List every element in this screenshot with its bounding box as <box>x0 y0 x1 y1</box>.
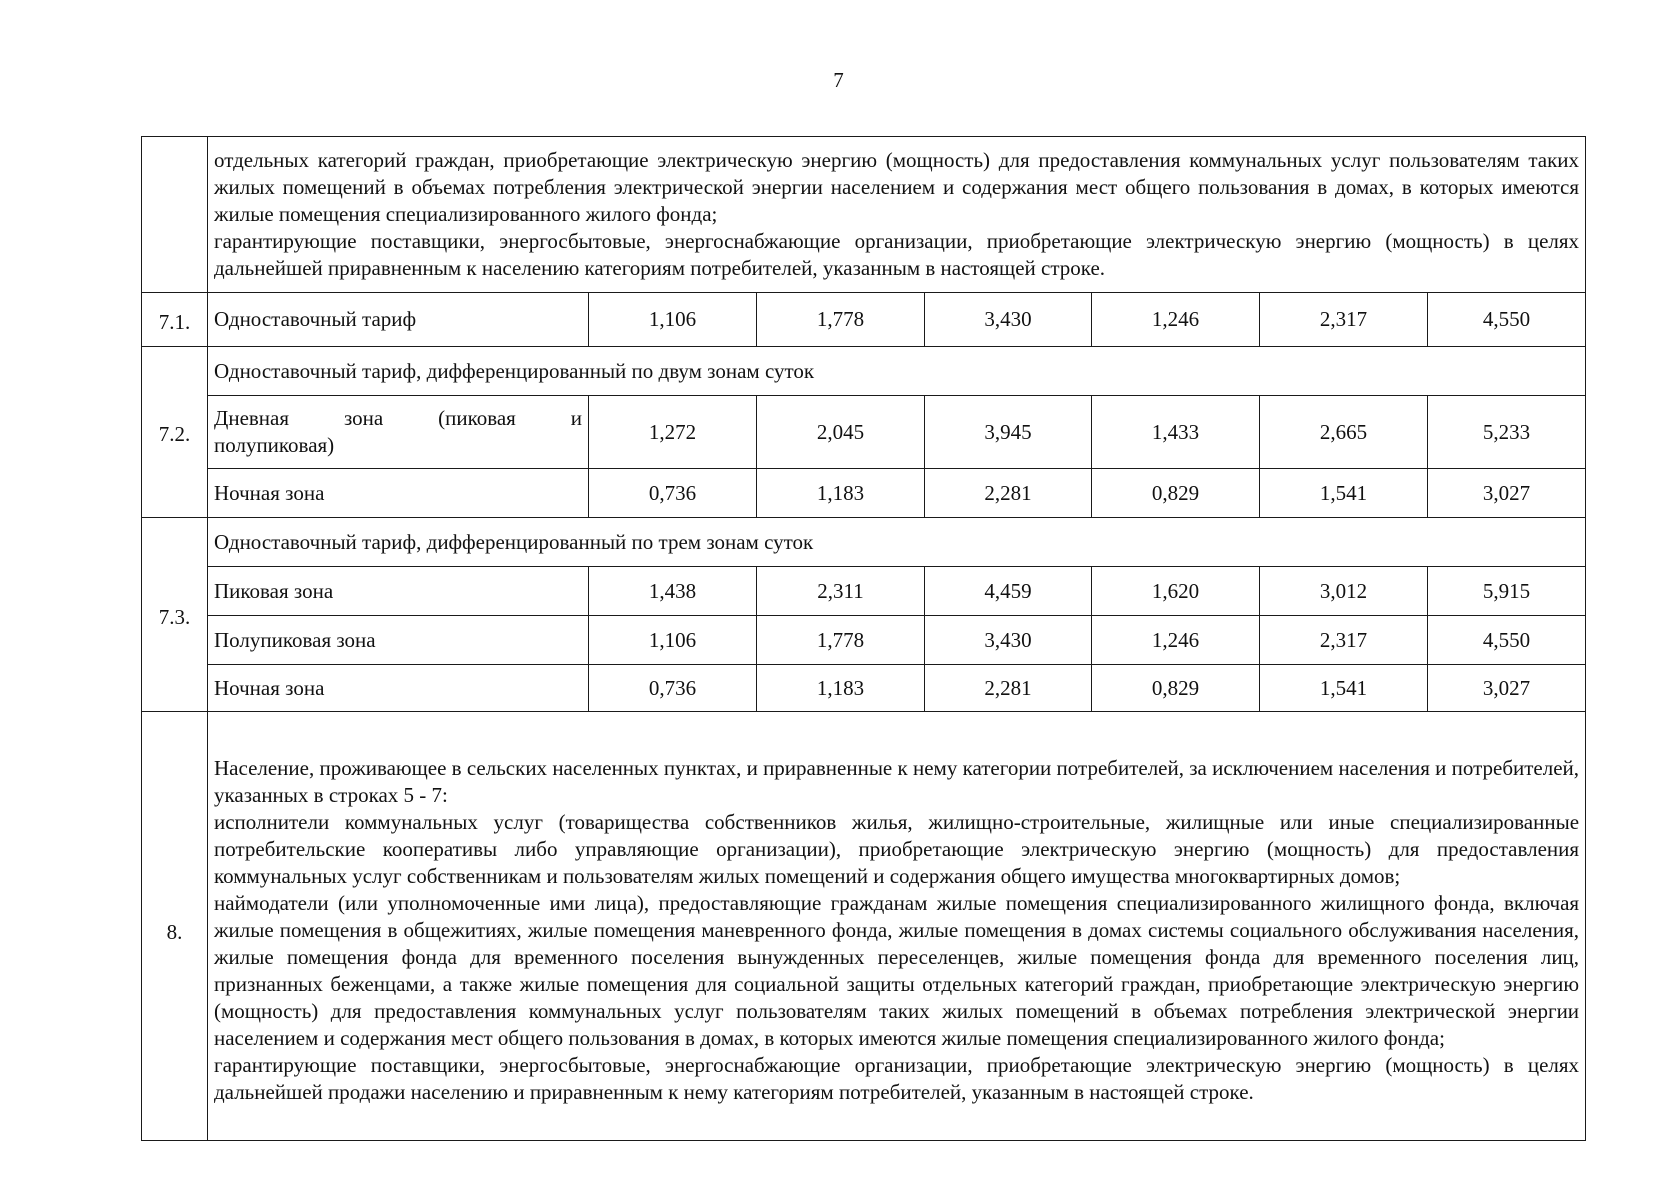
row-8-paragraph: исполнители коммунальных услуг (товарищества собственников жилья, жилищно-строительные, жилищные или иные специализированные потребительские кооперативы либо управляющие организации), приобретающие электрическую энергию (мощность) для предоставления коммунальных услуг собственникам и пользователям жилых помещений и содержания общего имущества многоквартирных домов; <box>214 809 1580 888</box>
tariff-value: 1,438 <box>589 567 757 616</box>
tariff-value: 1,183 <box>757 665 925 712</box>
row-number: 7.3. <box>142 518 208 712</box>
row-number: 8. <box>142 712 208 1141</box>
tariff-value: 2,311 <box>757 567 925 616</box>
table-row-7-2-heading <box>142 347 1586 396</box>
tariff-value: 2,281 <box>925 665 1092 712</box>
tariff-value: 1,541 <box>1260 665 1428 712</box>
tariff-value: 1,541 <box>1260 469 1428 518</box>
tariff-value: 2,665 <box>1260 396 1428 469</box>
table-row-8 <box>142 712 1586 1141</box>
row-label: Ночная зона <box>208 665 589 712</box>
tariff-value: 1,106 <box>589 616 757 665</box>
table-row-7-3-heading <box>142 518 1586 567</box>
tariff-value: 2,317 <box>1260 293 1428 347</box>
tariff-value: 3,012 <box>1260 567 1428 616</box>
tariff-value: 1,183 <box>757 469 925 518</box>
tariff-value: 3,027 <box>1428 665 1586 712</box>
tariff-value: 2,045 <box>757 396 925 469</box>
tariff-value: 1,272 <box>589 396 757 469</box>
row-number: 7.2. <box>142 347 208 518</box>
tariff-value: 1,778 <box>757 293 925 347</box>
tariff-value: 0,829 <box>1092 469 1260 518</box>
tariff-value: 4,550 <box>1428 616 1586 665</box>
tariff-value: 3,430 <box>925 616 1092 665</box>
tariff-value: 1,620 <box>1092 567 1260 616</box>
tariff-value: 3,430 <box>925 293 1092 347</box>
page-number: 7 <box>833 68 844 92</box>
tariff-value: 1,246 <box>1092 616 1260 665</box>
row-label: Полупиковая зона <box>208 616 589 665</box>
row-number: 7.1. <box>142 293 208 347</box>
tariff-value: 0,736 <box>589 665 757 712</box>
row-7-paragraph: отдельных категорий граждан, приобретающие электрическую энергию (мощность) для предоставления коммунальных услуг пользователям таких жилых помещений в объемах потребления электрической энергии населением и содержания мест общего пользования в домах, в которых имеются жилые помещения специализированного жилого фонда; <box>214 148 1580 226</box>
row-heading: Одноставочный тариф, дифференцированный по двум зонам суток <box>208 347 1586 396</box>
row-8-paragraph: гарантирующие поставщики, энергосбытовые, энергоснабжающие организации, приобретающие электрическую энергию (мощность) в целях дальнейшей продажи населению и приравненным к нему категориям потребителей, указанным в настоящей строке. <box>214 1052 1580 1104</box>
tariff-value: 4,459 <box>925 567 1092 616</box>
row-label-day-zone: Дневная зона (пиковая и полупиковая) <box>208 396 589 469</box>
table-row-7-1 <box>142 293 1586 347</box>
tariff-value: 3,945 <box>925 396 1092 469</box>
table-row-7-2-day <box>142 396 1586 469</box>
row-label: Пиковая зона <box>208 567 589 616</box>
tariff-value: 4,550 <box>1428 293 1586 347</box>
tariff-value: 5,233 <box>1428 396 1586 469</box>
row-label: Одноставочный тариф <box>208 293 589 347</box>
row-8-paragraph: Население, проживающее в сельских населенных пунктах, и приравненные к нему категории потребителей, за исключением населения и потребителей, указанных в строках 5 - 7: <box>214 755 1580 807</box>
tariff-value: 3,027 <box>1428 469 1586 518</box>
row-7-description <box>208 137 1586 293</box>
tariff-value: 1,246 <box>1092 293 1260 347</box>
row-heading: Одноставочный тариф, дифференцированный по трем зонам суток <box>208 518 1586 567</box>
tariff-value: 2,317 <box>1260 616 1428 665</box>
row-number-cell-empty <box>142 137 208 293</box>
table-row-7-3-night <box>142 665 1586 712</box>
table-row-7-3-peak <box>142 567 1586 616</box>
table-row-7-continuation <box>142 137 1586 293</box>
tariff-value: 1,433 <box>1092 396 1260 469</box>
row-7-paragraph: гарантирующие поставщики, энергосбытовые, энергоснабжающие организации, приобретающие электрическую энергию (мощность) в целях дальнейшей приравненным к населению категориям потребителей, указанным в настоящей строке. <box>214 229 1580 280</box>
row-label: Ночная зона <box>208 469 589 518</box>
tariff-value: 1,106 <box>589 293 757 347</box>
table-row-7-3-semipeak <box>142 616 1586 665</box>
tariff-value: 0,829 <box>1092 665 1260 712</box>
tariff-table <box>141 136 1586 1141</box>
tariff-value: 0,736 <box>589 469 757 518</box>
row-8-paragraph: наймодатели (или уполномоченные ими лица), предоставляющие гражданам жилые помещения специализированного жилищного фонда, включая жилые помещения в общежитиях, жилые помещения маневренного фонда, жилые помещения в домах системы социального обслуживания населения, жилые помещения фонда для временного поселения вынужденных переселенцев, жилые помещения фонда для временного поселения лиц, признанных беженцами, а также жилые помещения для социальной защиты отдельных категорий граждан, приобретающие электрическую энергию (мощность) для предоставления коммунальных услуг пользователям таких жилых помещений в объемах потребления электрической энергии населением и содержания мест общего пользования в домах, в которых имеются жилые помещения специализированного жилого фонда; <box>214 890 1580 1050</box>
tariff-value: 2,281 <box>925 469 1092 518</box>
tariff-value: 5,915 <box>1428 567 1586 616</box>
table-row-7-2-night <box>142 469 1586 518</box>
tariff-value: 1,778 <box>757 616 925 665</box>
row-8-description <box>208 712 1586 1141</box>
